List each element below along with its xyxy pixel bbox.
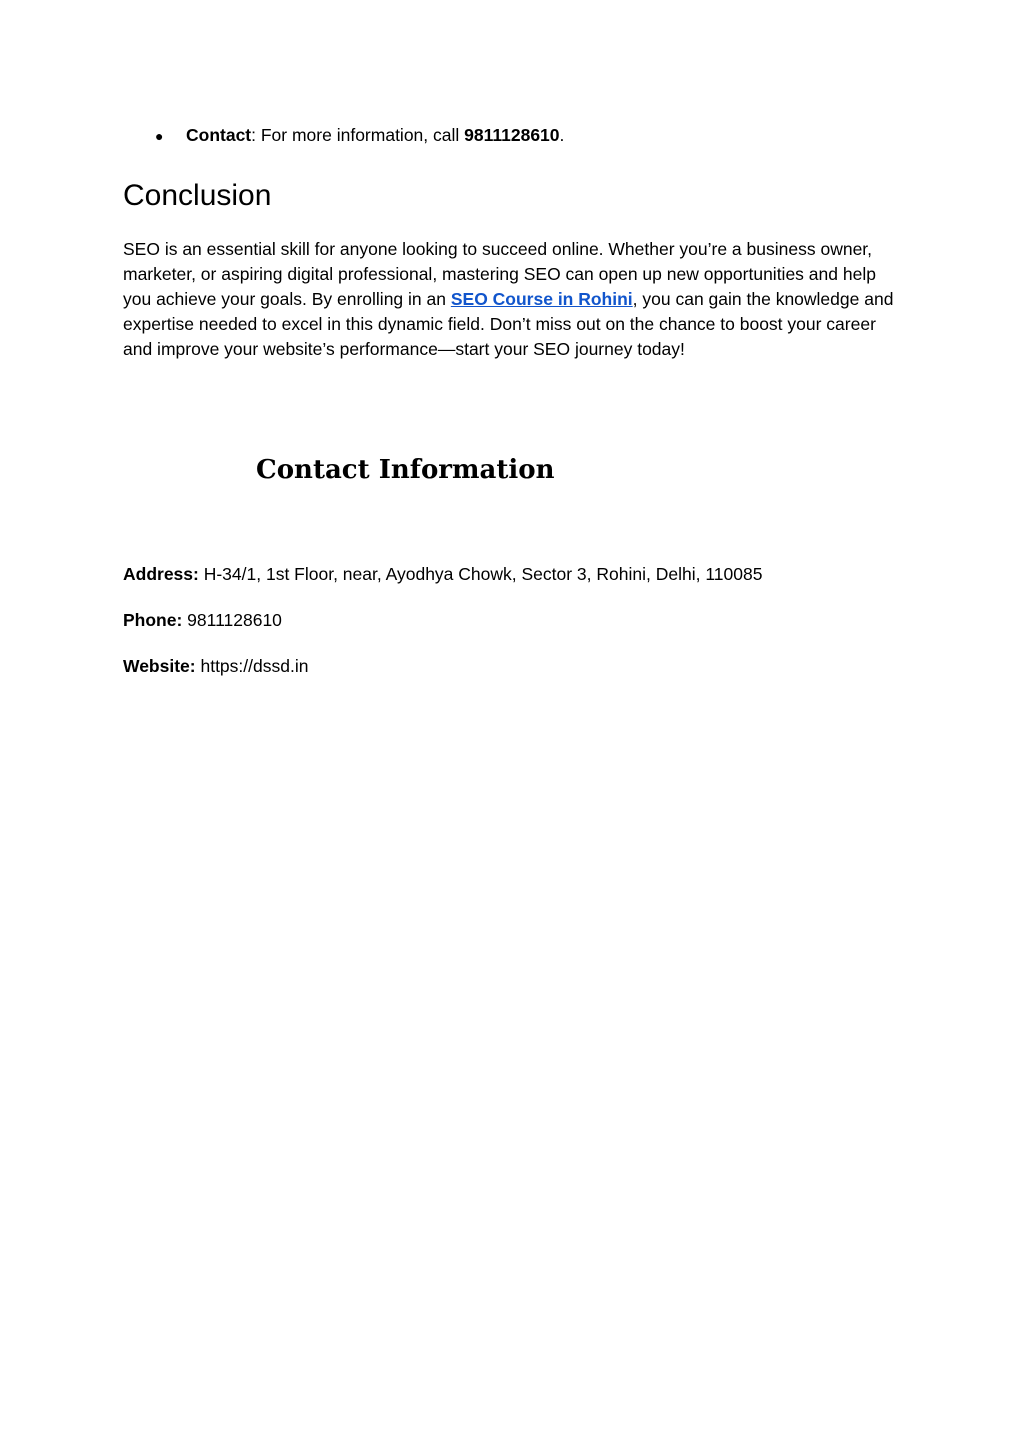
conclusion-text-before-link: SEO is an essential skill for anyone looking to succeed online. Whether you’re a business owner, marketer, or aspiring digital professional, mastering SEO can open up new opportunities and help you achieve your goals. By enrolling in an xyxy=(123,239,876,309)
seo-course-link[interactable]: SEO Course in Rohini xyxy=(450,289,633,309)
address-label: Address: xyxy=(123,564,199,584)
phone-value: 9811128610 xyxy=(182,610,282,630)
bullet-icon: ● xyxy=(155,128,164,144)
website-value: https://dssd.in xyxy=(195,656,309,676)
contact-bullet-text: : For more information, call xyxy=(251,125,465,145)
address-line xyxy=(123,562,762,586)
contact-bullet-phone: 9811128610 xyxy=(464,125,560,145)
contact-information-heading: Contact Information xyxy=(256,455,555,485)
website-line xyxy=(123,654,308,678)
conclusion-text-after-link: , you can gain the knowledge and expertise needed to excel in this dynamic field. Don’t miss out on the chance to boost your career and improve your website’s performance—start your SEO journey today! xyxy=(123,289,894,359)
contact-bullet-end: . xyxy=(559,125,565,145)
contact-bullet-label: Contact xyxy=(186,125,252,145)
phone-line xyxy=(123,608,282,632)
contact-bullet-item xyxy=(155,123,564,148)
phone-label: Phone: xyxy=(123,610,183,630)
conclusion-paragraph xyxy=(123,237,903,362)
website-label: Website: xyxy=(123,656,196,676)
conclusion-heading: Conclusion xyxy=(123,179,272,212)
address-value: H-34/1, 1st Floor, near, Ayodhya Chowk, Sector 3, Rohini, Delhi, 110085 xyxy=(198,564,763,584)
